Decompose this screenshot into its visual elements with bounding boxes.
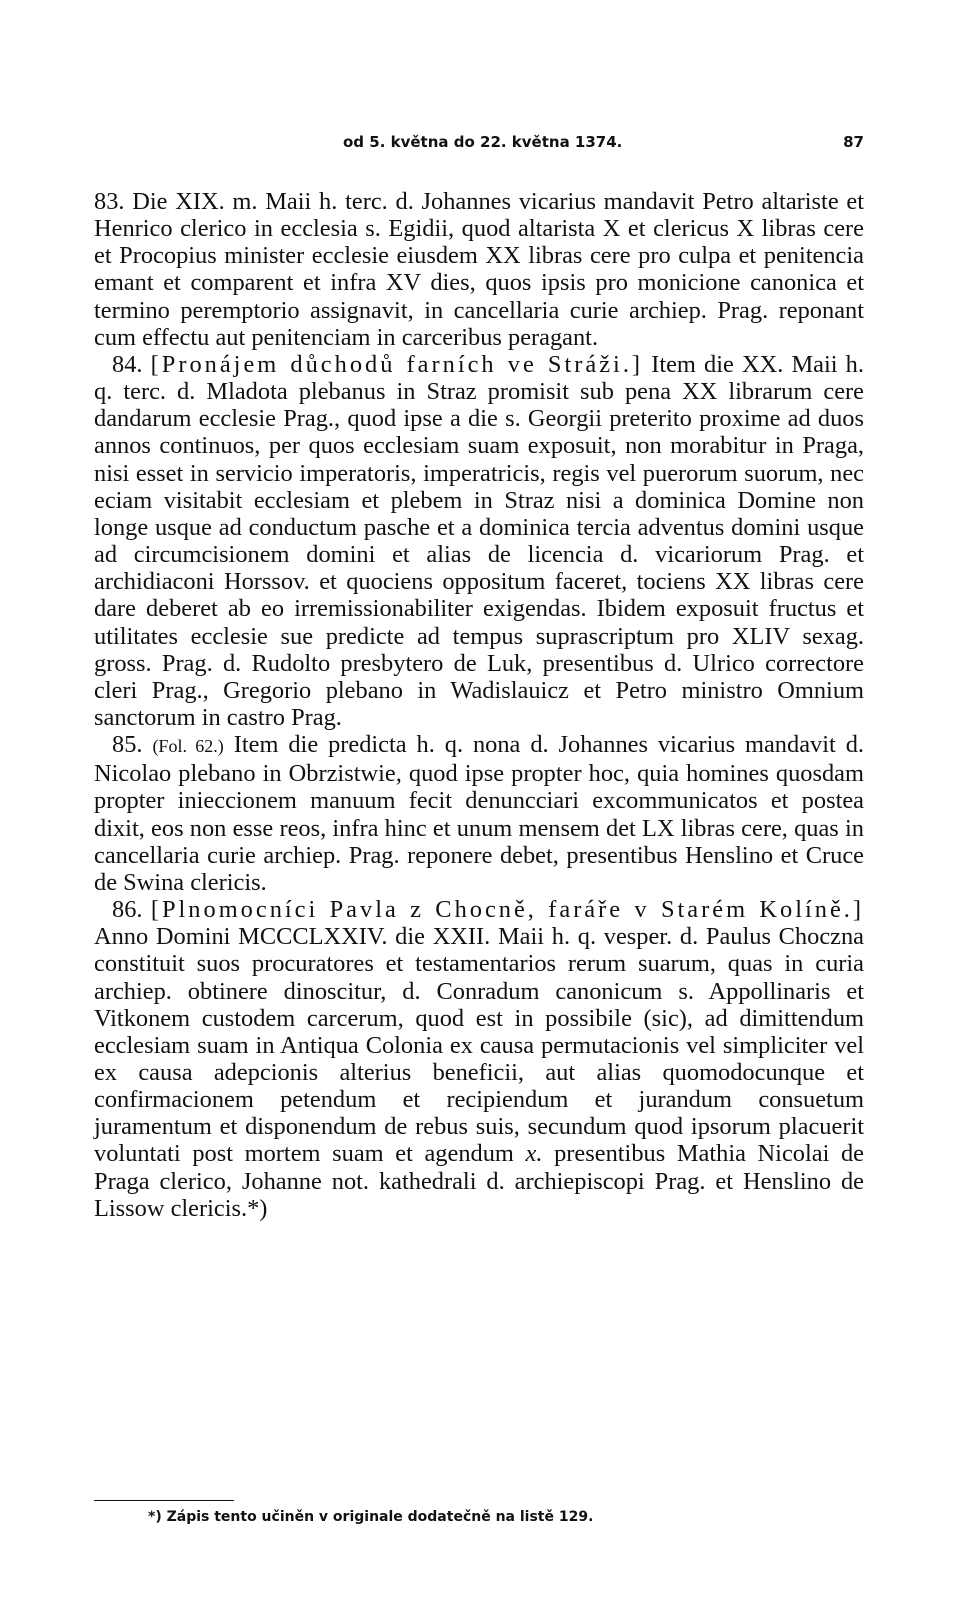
folio-reference: (Fol. 62.) [152, 736, 224, 757]
entry-86-abbreviation: x. [525, 1140, 543, 1168]
running-title: od 5. května do 22. května 1374. [343, 133, 623, 151]
entry-83-text: 83. Die XIX. m. Maii h. terc. d. Johannes vicarius mandavit Petro altariste et Henrico clerico in ecclesia s. Egidii, quod altarista X et clericus X libras cere et Procopius minister ecclesie eiusdem XX libras cere pro culpa et penitencia emant et comparent et infra XV dies, quos ipsis pro monicione canonica et termino peremptorio assignavit, in cancellaria curie archiep. Prag. reponant cum effectu aut penitenciam in carceribus peragant. [94, 188, 864, 351]
page-number: 87 [843, 133, 864, 151]
entry-86-number: 86. [112, 896, 143, 924]
entry-84-heading: [Pronájem důchodů farních ve Stráži.] [150, 350, 644, 378]
entry-84-text: Item die XX. Maii h. q. terc. d. Mladota plebanus in Straz promisit sub pena XX librarum cere dandarum ecclesie Prag., quod ipse a die s. Georgii preterito proxime ad duos annos continuos, per quos ecclesiam suam exposuit, non morabitur in Praga, nisi esset in servicio imperatoris, imperatricis, regis vel puerorum suorum, nec eciam visitabit ecclesiam et plebem in Straz nisi a dominica Domine non longe usque ad conductum pasche et a dominica tercia adventus domini usque ad circumcisionem domini et alias de licencia d. vicariorum Prag. et archidiaconi Horssov. et quociens oppositum faceret, tociens XX libras cere dare deberet ab eo irremissionabiliter exigendas. Ibidem exposuit fructus et utilitates ecclesie sue predicte ad tempus suprascriptum pro XLIV sexag. gross. Prag. d. Rudolto presbytero de Luk, presentibus d. Ulrico correctore cleri Prag., Gregorio plebano in Wadislauicz et Petro ministro Omnium sanctorum in castro Prag. [94, 350, 864, 731]
running-head [94, 133, 864, 157]
entry-86-text-before: Anno Domini MCCCLXXIV. die XXII. Maii h. q. vesper. d. Paulus Choczna constituit suos procuratores et testamentarios rerum suarum, quas in curia archiep. obtinere dinoscitur, d. Conradum canonicum s. Appollinaris et Vitkonem custodem carcerum, quod est in possibile (sic), ad dimittendum ecclesiam suam in Antiqua Colonia ex causa permutacionis vel simpliciter vel ex causa adepcionis alterius beneficii, aut alias quomodocunque et confirmacionem petendum et recipiendum et jurandum consuetum juramentum et disponendum de rebus suis, secundum quod ipsorum placuerit voluntati post mortem suam et agendum [94, 923, 864, 1168]
entry-86-heading: [Plnomocníci Pavla z Chocně, faráře v Starém Kolíně.] [150, 896, 864, 924]
entry-84-number: 84. [112, 350, 143, 378]
footnote-rule [94, 1500, 234, 1501]
entry-85 [94, 731, 864, 896]
entry-86-text-after: presentibus Mathia Nicolai de Praga clerico, Johanne not. kathedrali d. archiepiscopi Prag. et Henslino de Lissow clericis.*) [94, 1140, 864, 1222]
entry-83 [94, 188, 864, 351]
entry-84 [94, 351, 864, 731]
entry-85-number: 85. [112, 731, 143, 759]
page-body [94, 188, 864, 1222]
entry-86 [94, 896, 864, 1222]
footnote: *) Zápis tento učiněn v originale dodatečně na listě 129. [148, 1509, 594, 1525]
entry-85-text: Item die predicta h. q. nona d. Johannes vicarius mandavit d. Nicolao plebano in Obrzistwie, quod ipse propter hoc, quia homines quosdam propter inieccionem manuum fecit denuncciari excommunicatos et postea dixit, eos non esse reos, infra hinc et unum mensem det LX libras cere, quas in cancellaria curie archiep. Prag. reponere debet, presentibus Henslino et Cruce de Swina clericis. [94, 731, 864, 896]
